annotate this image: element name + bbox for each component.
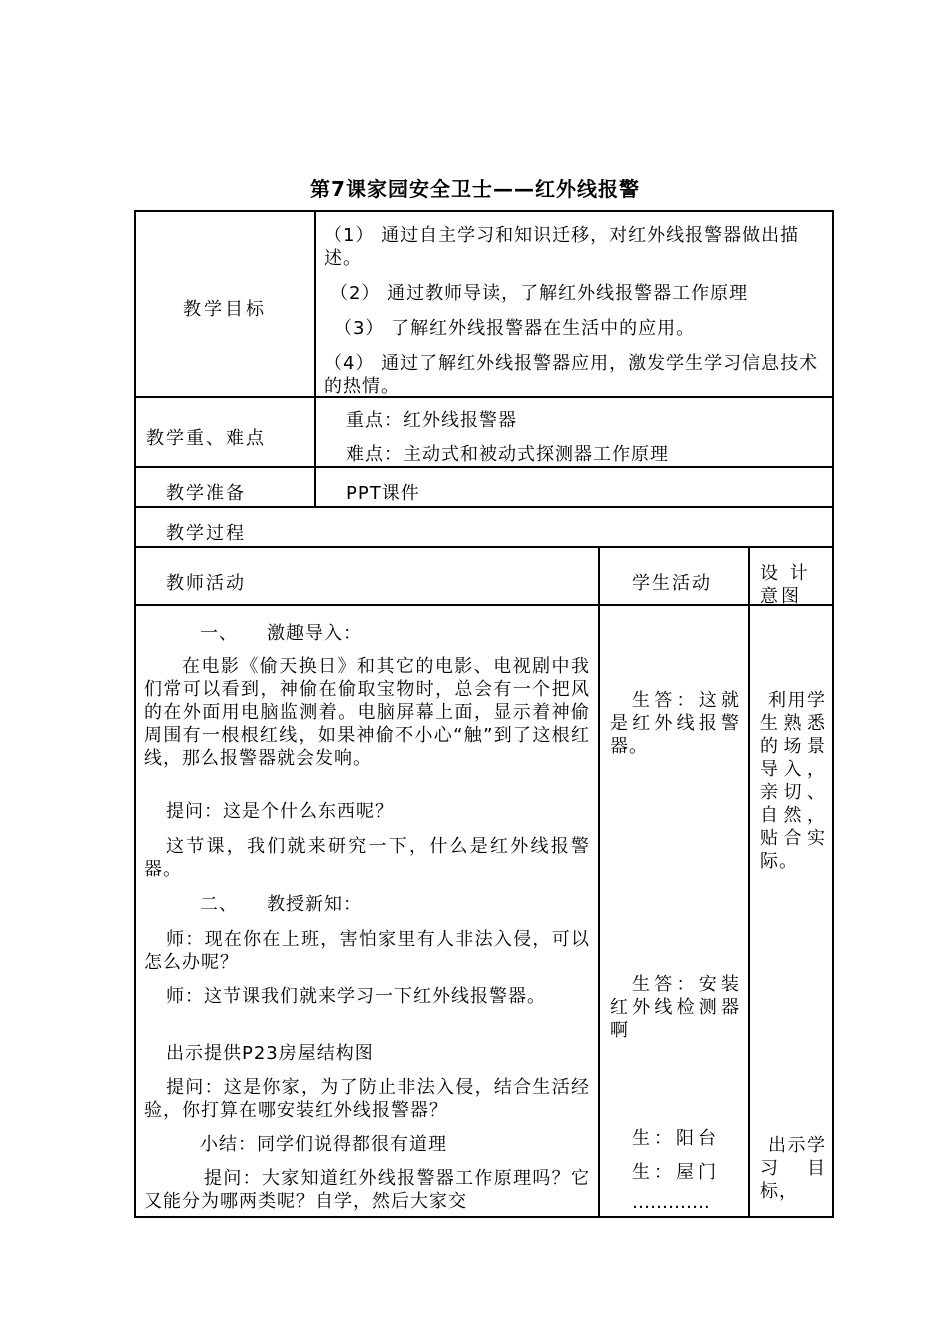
teacher-question-1: 提问：这是个什么东西呢？ [166,801,394,822]
column-design: 设 计意图 [760,563,811,607]
column-student: 学生活动 [632,573,712,594]
keypoint-difficulty: 难点：主动式和被动式探测器工作原理 [346,444,669,465]
teacher-paragraph-8: 提问：大家知道红外线报警器工作原理吗？它又能分为哪两类呢？自学，然后大家交 [144,1168,590,1212]
preparation-value: PPT课件 [346,483,420,504]
keypoint-focus: 重点：红外线报警器 [346,410,517,431]
objective-item-4: （4） 通过了解红外线报警器应用，激发学生学习信息技术的热情。 [324,353,819,397]
design-intent-1: 利用学生熟悉的场景导入，亲切、自然，贴合实际。 [760,690,826,872]
student-answer-1: 生答：这就是红外线报警器。 [610,690,740,757]
objective-item-2: （2） 通过教师导读，了解红外线报警器工作原理 [330,283,749,304]
student-answer-4: 生：屋门 [632,1162,720,1183]
column-teacher: 教师活动 [166,573,246,594]
keypoints-label: 教学重、难点 [146,428,266,449]
section-heading-2: 二、 教授新知： [200,894,362,915]
preparation-label: 教学准备 [166,483,246,504]
objectives-label: 教学目标 [183,299,267,320]
student-answer-2: 生答：安装红外线检测器啊 [610,974,740,1041]
process-label: 教学过程 [166,523,246,544]
teacher-paragraph-2: 这节课，我们就来研究一下，什么是红外线报警器。 [144,836,590,880]
teacher-paragraph-5: 出示提供P23房屋结构图 [166,1043,374,1064]
teacher-paragraph-1: 在电影《偷天换日》和其它的电影、电视剧中我们常可以看到，神偷在偷取宝物时，总会有一个把风的在外面用电脑监测着。电脑屏幕上面，显示着神偷周围有一根根红线，如果神偷不小心“触”到了这根红线，那么报警器就会发响。 [144,656,590,769]
page-title: 第7课家园安全卫士——红外线报警 [310,177,640,201]
teacher-paragraph-3: 师：现在你在上班，害怕家里有人非法入侵，可以怎么办呢？ [144,929,590,973]
student-answer-5: …………. [632,1192,710,1213]
teacher-summary: 小结：同学们说得都很有道理 [200,1134,447,1155]
objective-item-3: （3） 了解红外线报警器在生活中的应用。 [334,318,696,339]
objective-item-1: （1） 通过自主学习和知识迁移，对红外线报警器做出描述。 [324,225,800,269]
teacher-paragraph-4: 师：这节课我们就来学习一下红外线报警器。 [166,986,546,1007]
design-intent-2: 出示学习目标， [760,1135,826,1202]
section-heading-1: 一、 激趣导入： [200,623,362,644]
teacher-paragraph-6: 提问：这是你家，为了防止非法入侵，结合生活经验，你打算在哪安装红外线报警器？ [144,1077,590,1121]
student-answer-3: 生：阳台 [632,1128,720,1149]
